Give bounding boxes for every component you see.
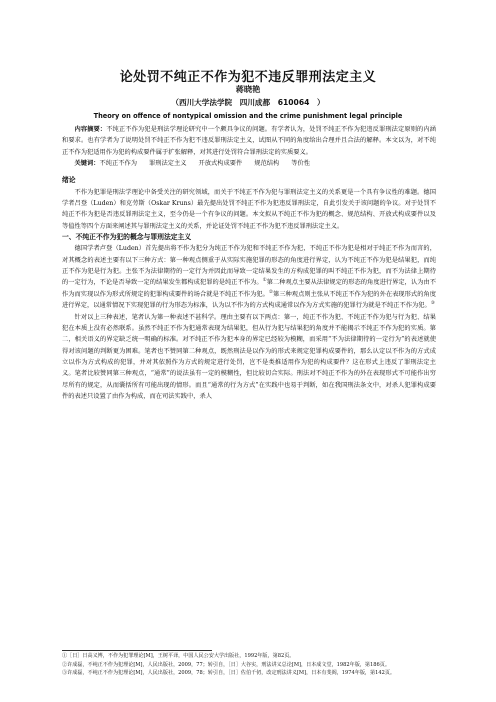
author-affiliation: （西川大学法学院 四川成都 610064 ） <box>171 98 325 107</box>
english-title: Theory on offence of nontypical omission and the crime punishment legal principle <box>93 112 403 120</box>
footnotes <box>62 652 436 678</box>
keyword: 罪刑法定主义 <box>149 160 187 168</box>
author-name: 蒋晓艳 <box>235 84 261 94</box>
intro-heading: 绪论 <box>62 176 76 185</box>
footnote-ref: ① <box>262 278 267 284</box>
footnote-ref: ② <box>268 289 273 295</box>
footnote: ③许成磊，不纯正不作为犯理论[M]，人民出版社，2009，78；转引自，［日］佐伯千仞，改定刑法讲义[M]，日本有斐阁，1974年版，第142页。 <box>62 670 396 677</box>
paper-body <box>62 124 436 402</box>
keywords-label: 关键词： <box>74 160 100 168</box>
section-paragraph: 针对以上三种表述，笔者认为第一种表述不甚科学。理由主要有以下两点：第一，纯正不作为犯、不纯正不作为犯与行为犯、结果犯在本质上没有必然联系。虽然不纯正不作为犯通常表现为结果犯，但从行为犯与结果犯的角度并不能揭示不纯正不作为犯的实质。第二，相关语义的界定缺乏统一明确的标准。对不纯正不作为犯本身的界定已经较为模糊，而采用“不为法律期待的一定行为”的表述就使得对该问题的判断更为困难。笔者也不赞同第二种观点，既然刑法是以作为的形式来规定犯罪构成要件的，那么认定以不作为的方式成立以作为方式构成的犯罪，并对其依照作为方式的规定进行处罚，岂不是类推适用作为犯的构成要件？这在形式上违反了罪刑法定主义。笔者比较赞同第三种观点，“通常”的说法虽有一定的模糊性，但比较切合实际。刑法对不纯正不作为的外在表现形式不可能作出穷尽所有的规定，从而囊括所有可能出现的情形。而且“通常的行为方式”在实践中也易于判断，如在我国刑法条文中，对杀人犯罪构成要件的表述只设置了由作为构成，而在司法实践中，杀人 <box>62 313 436 400</box>
abstract <box>62 124 436 158</box>
abstract-text: 不纯正不作为犯是刑法学理论研究中一个颇具争议的问题。有学者认为，处罚不纯正不作为犯违反罪刑法定原则的内涵和要求。也有学者为了说明处罚不纯正不作为犯不违反罪刑法定主义，试图从不同的角度给出合理并且合法的解释。本文以为，对不纯正不作为犯适用作为犯的构成要件属于扩张解释，对其进行处罚符合罪刑法定的实质要义。 <box>62 126 436 156</box>
keyword: 不纯正不作为 <box>99 160 137 168</box>
paragraph-text: 第二种观点主要从法律规定的形态的角度进行界定，认为由不作为而实现以作为形式所规定的犯罪构成要件的场合就是不纯正不作为犯。 <box>62 279 436 298</box>
abstract-label: 内容摘要： <box>74 126 107 133</box>
keyword: 规范结构 <box>254 160 280 168</box>
keyword: 开放式构成要件 <box>198 160 243 168</box>
footnote: ②许成磊，不纯正不作为犯理论[M]，人民出版社，2009，77；转引自，［日］大谷实，刑法讲义总论[M]，日本成文堂，1982年版，第186页。 <box>62 661 390 668</box>
paper-title: 论处罚不纯正不作为犯不违反罪刑法定主义 <box>119 70 377 85</box>
keyword: 等价性 <box>291 160 310 168</box>
footnote-ref: ③ <box>430 301 435 307</box>
keywords <box>62 158 436 169</box>
footnote: ①［日］日高义博，不作为犯罪理论[M]，王树平译，中国人民公安大学出版社，1992年版，第82页。 <box>62 653 295 659</box>
footnote-divider <box>62 650 212 651</box>
intro-paragraph: 不作为犯罪是刑法学理论中备受关注的研究领域，而关于不纯正不作为犯与罪刑法定主义的关系更是一个具有争议性的难题。德国学者吕登（Luden）和克劳斯（Oskar Kruns）最先提出处罚不纯正不作为犯违反罪刑法定，自此引发关于该问题的争议。对于处罚不纯正不作为犯是否违反罪刑法定主义，至今仍是一个有争议的问题。本文拟从不纯正不作为犯的概念、规范结构、开放式构成要件以及等值性等四个方面来阐述其与罪刑法定主义的关系，并论证处罚不纯正不作为犯不违反罪刑法定主义。 <box>62 188 436 230</box>
paragraph-text: 第三种观点则主张从不纯正不作为犯的外在表现形式的角度进行界定，以通常情况下实现犯罪的行为形态为标准，认为以不作为的方式构成通常以作为方式实施的犯罪行为就是不纯正不作为犯。 <box>62 290 436 310</box>
section-paragraph <box>62 243 436 311</box>
paragraph-text: 德国学者卢登（Luden）首先提出将不作为犯分为纯正不作为犯和不纯正不作为犯，不纯正不作为犯是相对于纯正不作为而言的，对其概念的表述主要有以下三种方式：第一种观点侧重于从实际实施犯罪的形态的角度进行界定，认为不纯正不作为犯是结果犯，而纯正不作为犯是行为犯。主张不为法律期待的一定行为并因此而导致一定结果发生的方构成犯罪的叫不纯正不作为犯，而不为法律上期待的一定行为，不论是否导致一定的结果发生都构成犯罪的是纯正不作为。 <box>62 245 436 287</box>
section-heading: 一、不纯正不作为犯的概念与罪刑法定主义 <box>62 233 192 242</box>
